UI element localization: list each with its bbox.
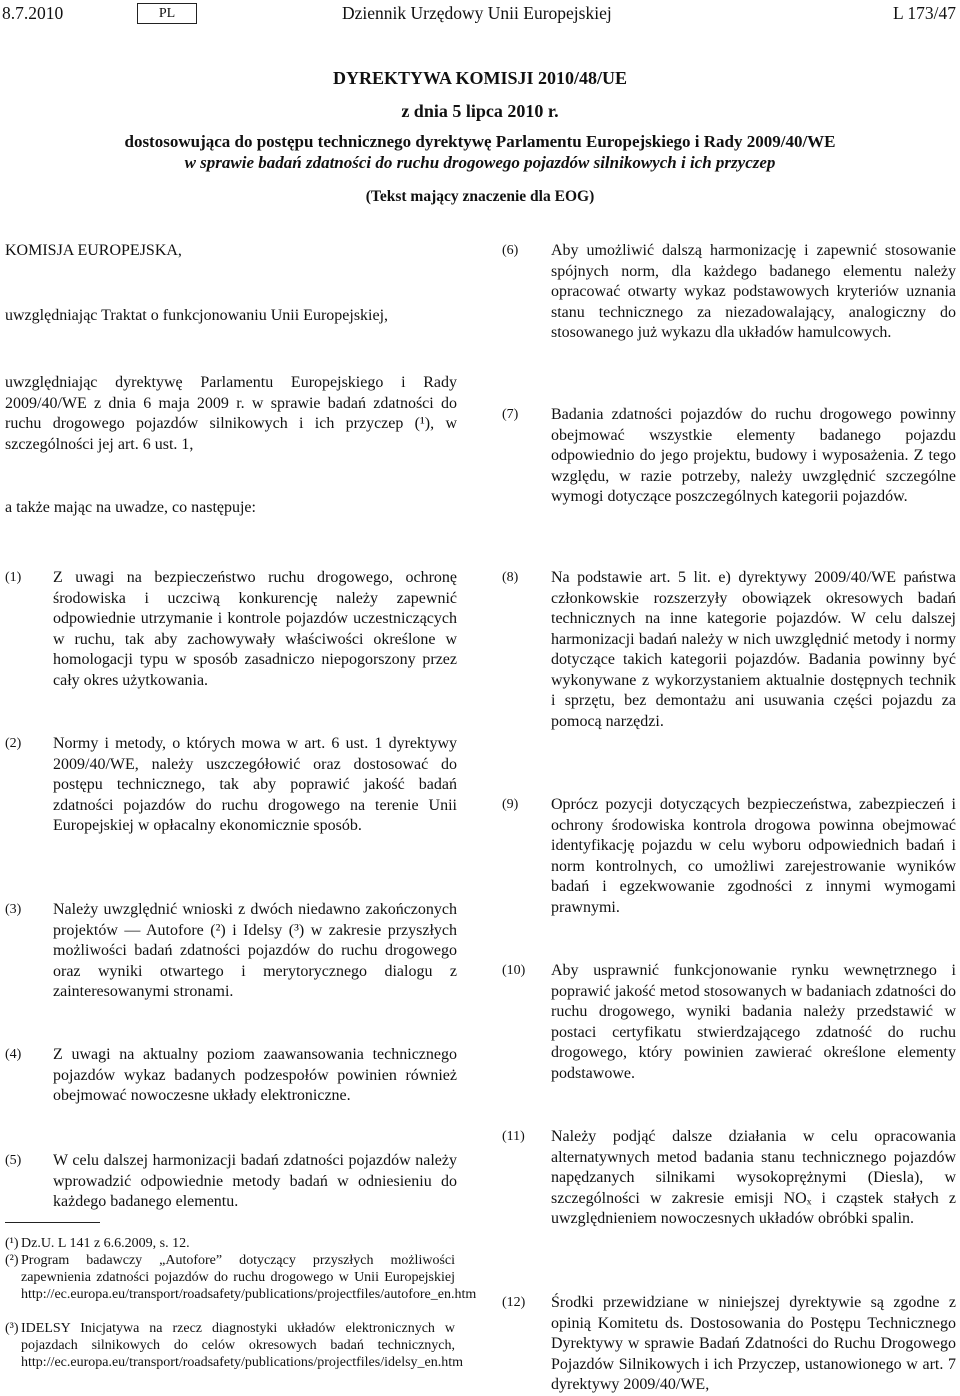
recital-number: (12) (502, 1295, 526, 1310)
directive-date: z dnia 5 lipca 2010 r. (401, 101, 559, 121)
directive-subject-line2: w sprawie badań zdatności do ruchu drogowego pojazdów silnikowych i ich przyczep (184, 153, 776, 172)
eea-relevance-note: (Tekst mający znaczenie dla EOG) (365, 188, 595, 205)
journal-title: Dziennik Urzędowy Unii Europejskiej (342, 3, 612, 23)
recital-number: (4) (5, 1047, 22, 1062)
document-title-block (0, 66, 960, 207)
recital-number: (1) (5, 570, 22, 585)
preamble-treaty: uwzględniając Traktat o funkcjonowaniu Unii Europejskiej, (5, 307, 389, 324)
recital-text: Środki przewidziane w niniejszej dyrektywie są zgodne z opinią Komitetu ds. Dostosowania do Postępu Technicznego Dyrektywy w sprawie Badań Zdatności do Ruchu Drogowego Pojazdów Silnikowych i ich Przyczep, ustanowionego w art. 7 dyrektywy 2009/40/WE, (551, 1294, 956, 1393)
footnote-number: (¹) (5, 1236, 19, 1251)
language-badge: PL (137, 3, 197, 24)
page-reference: L 173/47 (892, 3, 956, 23)
recital-text: W celu dalszej harmonizacji badań zdatności pojazdów należy wprowadzić odpowiednie metody badań w odniesieniu do każdego badanego elementu. (53, 1152, 457, 1210)
recital-number: (10) (502, 963, 526, 978)
recital-number: (6) (502, 243, 519, 258)
recital-number: (3) (5, 902, 22, 917)
preamble-whereas: a także mając na uwadze, co następuje: (5, 499, 256, 516)
recital-number: (8) (502, 570, 519, 585)
footnote-text: IDELSY Inicjatywa na rzecz diagnostyki układów elektronicznych w pojazdach silnikowych do celów okresowych badań technicznych, http://ec.europa.eu/transport/roadsafety/publications/projectfiles/idelsy_en.htm (21, 1321, 464, 1370)
recital-text: Badania zdatności pojazdów do ruchu drogowego powinny obejmować wszystkie elementy badanego pojazdu odpowiednio do jego projektu, budowy i wyposażenia. Z tego względu, w razie potrzeby, należy uwzględnić szczególne wymogi dotyczące poszczególnych kategorii pojazdów. (551, 406, 956, 505)
recital-text: Aby usprawnić funkcjonowanie rynku wewnętrznego i poprawić jakość metod stosowanych w badaniach zdatności do ruchu drogowego, wyniki badania należy przedstawić w postaci certyfikatu stwierdzającego zdatność do ruchu drogowego, który powinien zawierać określone elementy podstawowe. (551, 962, 956, 1082)
recital-number: (11) (502, 1129, 525, 1144)
recital-text: Oprócz pozycji dotyczących bezpieczeństwa, zabezpieczeń i ochrony środowiska kontrola drogowa powinna obejmować identyfikację pojazdu w celu wyboru odpowiednich badań i norm kontrolnych, co umożliwi zarejestrowanie wyników badań i egzekwowanie zgodności z innymi wymogami prawnymi. (551, 796, 956, 916)
directive-subject-line1: dostosowująca do postępu technicznego dyrektywę Parlamentu Europejskiego i Rady 2009/40/WE (124, 132, 836, 151)
recital-text: Należy uwzględnić wnioski z dwóch niedawno zakończonych projektów — Autofore (²) i Idelsy (³) w zakresie przyszłych możliwości badań zdatności pojazdów do ruchu drogowego oraz wyniki otwartego i merytorycznego dialogu z zainteresowanymi stronami. (53, 901, 457, 1000)
recital-text: Z uwagi na aktualny poziom zaawansowania technicznego pojazdów wykaz badanych podzespołów powinien również obejmować nowoczesne układy elektroniczne. (53, 1046, 457, 1104)
recital-text: Na podstawie art. 5 lit. e) dyrektywy 2009/40/WE państwa członkowskie rozszerzyły obowiązek okresowych badań technicznych na inne kategorie pojazdów. W celu dalszej harmonizacji badań należy w nich uwzględnić metody i normy dotyczące takich kategorii pojazdów. Badania powinny być wykonywane z wykorzystaniem aktualnie dostępnych technik i sprzętu, bez demontażu ani usuwania części pojazdu za pomocą narzędzi. (551, 569, 956, 730)
footnote-number: (³) (5, 1321, 19, 1336)
footnote-text: Dz.U. L 141 z 6.6.2009, s. 12. (21, 1236, 190, 1251)
recital-text: Należy podjąć dalsze działania w celu opracowania alternatywnych metod badania stanu technicznego pojazdów napędzanych silnikami wysokoprężnymi (Diesla), w szczególności w zakresie emisji NOₓ i cząstek stałych z uwzględnieniem nowoczesnych układów obróbki spalin. (551, 1128, 956, 1227)
recital-number: (5) (5, 1153, 22, 1168)
preamble-directive: uwzględniając dyrektywę Parlamentu Europejskiego i Rady 2009/40/WE z dnia 6 maja 2009 r. w sprawie badań zdatności do ruchu drogowego pojazdów silnikowych i ich przyczep (¹), w szczególności jej art. 6 ust. 1, (5, 374, 457, 453)
publication-date: 8.7.2010 (2, 3, 64, 23)
preamble-commission: KOMISJA EUROPEJSKA, (5, 242, 182, 259)
recital-text: Normy i metody, o których mowa w art. 6 ust. 1 dyrektywy 2009/40/WE, należy uszczegółowić oraz dostosować do postępu technicznego, tak aby poprawić jakość badań zdatności pojazdów do ruchu drogowego na terenie Unii Europejskiej w opłacalny ekonomicznie sposób. (53, 735, 457, 834)
footnote-number: (²) (5, 1253, 19, 1268)
recital-number: (7) (502, 407, 519, 422)
directive-title: DYREKTYWA KOMISJI 2010/48/UE (332, 68, 628, 88)
recital-text: Aby umożliwić dalszą harmonizację i zapewnić stosowanie spójnych norm, dla każdego badanego elementu należy opracować otwarty wykaz podstawowych kryteriów uznania stanu technicznego za niezadowalający, analogiczny do stosowanego już wykazu dla układów hamulcowych. (551, 242, 956, 341)
footnote-text: Program badawczy „Autofore” dotyczący przyszłych możliwości zapewnienia zdatności pojazdów do ruchu drogowego w Unii Europejskiej http://ec.europa.eu/transport/roadsafety/publications/projectfiles/autofore_en.htm (21, 1253, 477, 1302)
recital-text: Z uwagi na bezpieczeństwo ruchu drogowego, ochronę środowiska i uczciwą konkurencję należy zapewnić odpowiednie utrzymanie i kontrole pojazdów uczestniczących w ruchu, tak aby zachowywały właściwości określone w homologacji typu w sposób zasadniczo niepogorszony przez cały okres użytkowania. (53, 569, 457, 689)
footnote-divider (5, 1222, 100, 1223)
recital-number: (2) (5, 736, 22, 751)
recital-number: (9) (502, 797, 519, 812)
page-header (0, 0, 960, 26)
